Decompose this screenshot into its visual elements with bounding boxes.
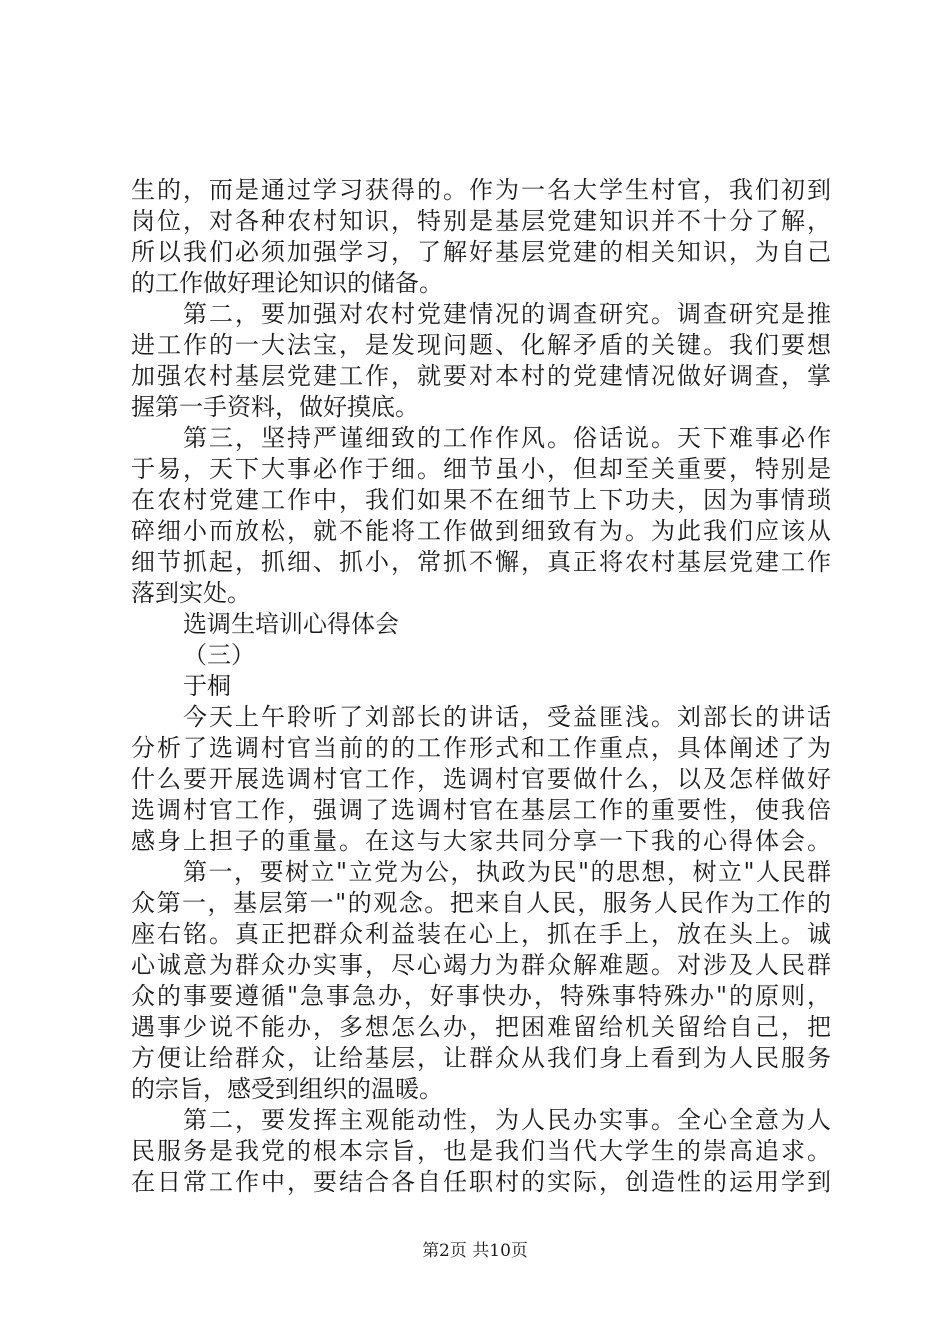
text-line: 的宗旨，感受到组织的温暖。 <box>131 1075 443 1103</box>
text-line: 心诚意为群众办实事，尽心竭力为群众解难题。对涉及人民群 <box>131 951 831 979</box>
text-line: 岗位，对各种农村知识，特别是基层党建知识并不十分了解， <box>131 207 831 235</box>
text-line: 众的事要遵循"急事急办，好事快办，特殊事特殊办"的原则， <box>131 982 831 1010</box>
text-line: 在农村党建工作中，我们如果不在细节上下功夫，因为事情琐 <box>131 486 831 514</box>
text-line: 选调生培训心得体会 <box>183 610 399 638</box>
text-line: 进工作的一大法宝，是发现问题、化解矛盾的关键。我们要想 <box>131 331 831 359</box>
text-line: 遇事少说不能办，多想怎么办，把困难留给机关留给自己，把 <box>131 1013 831 1041</box>
text-line: 加强农村基层党建工作，就要对本村的党建情况做好调查，掌 <box>131 362 831 390</box>
text-line: 生的，而是通过学习获得的。作为一名大学生村官，我们初到 <box>131 176 831 204</box>
text-line: 分析了选调村官当前的的工作形式和工作重点，具体阐述了为 <box>131 734 831 762</box>
text-line: 座右铭。真正把群众利益装在心上，抓在手上，放在头上。诚 <box>131 920 831 948</box>
text-line: 于易，天下大事必作于细。细节虽小，但却至关重要，特别是 <box>131 455 831 483</box>
text-line: （三） <box>183 641 255 669</box>
text-line: 今天上午聆听了刘部长的讲话，受益匪浅。刘部长的讲话 <box>183 703 831 731</box>
text-line: 在日常工作中，要结合各自任职村的实际，创造性的运用学到 <box>131 1168 831 1196</box>
text-line: 碎细小而放松，就不能将工作做到细致有为。为此我们应该从 <box>131 517 831 545</box>
text-line: 所以我们必须加强学习，了解好基层党建的相关知识，为自己 <box>131 238 831 266</box>
text-line: 第三，坚持严谨细致的工作作风。俗话说。天下难事必作 <box>183 424 831 452</box>
text-line: 方便让给群众，让给基层，让群众从我们身上看到为人民服务 <box>131 1044 831 1072</box>
text-line: 感身上担子的重量。在这与大家共同分享一下我的心得体会。 <box>131 827 831 855</box>
text-line: 第二，要发挥主观能动性，为人民办实事。全心全意为人 <box>183 1106 831 1134</box>
text-line: 什么要开展选调村官工作，选调村官要做什么，以及怎样做好 <box>131 765 831 793</box>
text-line: 众第一，基层第一"的观念。把来自人民，服务人民作为工作的 <box>131 889 831 917</box>
page-footer: 第2页 共10页 <box>422 1241 528 1261</box>
text-line: 第二，要加强对农村党建情况的调查研究。调查研究是推 <box>183 300 831 328</box>
text-line: 落到实处。 <box>131 579 251 607</box>
text-line: 民服务是我党的根本宗旨，也是我们当代大学生的崇高追求。 <box>131 1137 831 1165</box>
text-line: 的工作做好理论知识的储备。 <box>131 269 443 297</box>
text-line: 握第一手资料，做好摸底。 <box>131 393 419 421</box>
text-line: 于桐 <box>183 672 231 700</box>
text-line: 选调村官工作，强调了选调村官在基层工作的重要性，使我倍 <box>131 796 831 824</box>
text-line: 细节抓起，抓细、抓小，常抓不懈，真正将农村基层党建工作 <box>131 548 831 576</box>
text-line: 第一，要树立"立党为公，执政为民"的思想，树立"人民群 <box>183 858 831 886</box>
